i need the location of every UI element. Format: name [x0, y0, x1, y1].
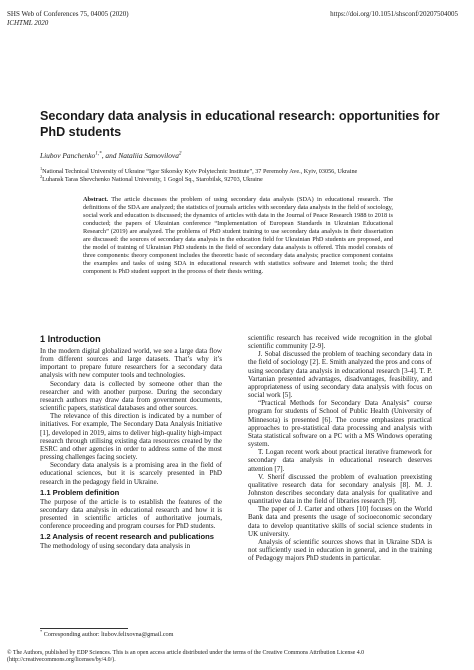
- subsection-heading-problem-definition: 1.1 Problem definition: [40, 487, 120, 497]
- affiliation-mark: 1: [40, 165, 43, 171]
- section-heading-introduction: 1 Introduction: [40, 334, 101, 344]
- affiliation: [40, 165, 460, 176]
- paragraph: Analysis of scientific sources shows that in Ukraine SDA is not sufficiently used in education in general, and in the training of Pedagogy majors PhD students in particular.: [248, 537, 432, 563]
- footnote-text: Corresponding author: liubov.felixovna@gmail.com: [43, 631, 174, 638]
- paragraph: The purpose of the article is to establish the features of the secondary data analysis in educational research and how it is presented in scientific articles of authoritative journals, conference proceeding and program courses for PhD students.: [40, 497, 222, 531]
- abstract-text: The article discusses the problem of using secondary data analysis (SDA) in educational research. The definitions of the SDA are analyzed; the statistics of journals articles with secondary data analysis in the field of sociology, social work and education is discussed; the dynamics of articles with data in the Journal of Peace Research 1988 to 2018 is conducted; the papers of Ukrainian conference “Implementation of European Standards in Ukrainian Educational Research” (2019) are analyzed. The problems of PhD student training to use secondary data analysis in their dissertation are discussed: the sources of secondary data analysis in the education field for Ukrainian PhD students are proposed, and the model of training of Ukrainian PhD students in the field of secondary data analysis is offered. This model consists of three components: theory component includes the theoretic basic of secondary data analysis; practice component contains the examples and tasks of using SDA in educational research with statistics software and Internet tools; the third component is PhD student support in the process of their thesis writing.: [83, 196, 393, 276]
- author-separator: , and: [101, 151, 119, 160]
- license-notice: [7, 650, 459, 665]
- paragraph: Secondary data analysis is a promising area in the field of educational sciences, but it is scarcely presented in PhD research in the pedagogy field in Ukraine.: [40, 461, 222, 486]
- running-header: [7, 10, 129, 28]
- author-list: [40, 151, 181, 160]
- paragraph: scientific research has received wide recognition in the global scientific community [2-9].: [248, 334, 432, 351]
- author-name: Nataliia Samovilova: [118, 151, 179, 160]
- subsection-heading-recent-research: 1.2 Analysis of recent research and publications: [40, 532, 215, 542]
- affiliation: [40, 173, 460, 184]
- right-column: [248, 334, 432, 562]
- paragraph: T. Logan recent work about practical iterative framework for secondary data analysis in educational research deserves attention [7].: [248, 448, 432, 473]
- paragraph: “Practical Methods for Secondary Data Analysis” course program for students of School of Public Health (University of Minnesota) is presented [6]. The course emphasizes practical approaches to pre-statistical data processing and analysis with Stata statistical software on a PC with a MS Windows operating system.: [248, 399, 432, 449]
- abstract-label: Abstract.: [83, 196, 109, 203]
- footnote: [40, 628, 174, 638]
- paragraph: Secondary data is collected by someone other than the researcher and with another purpose. During the secondary research authors may draw data from government documents, scientific papers, statistical databases and other sources.: [40, 379, 222, 413]
- left-column: [40, 334, 222, 550]
- paper-title: Secondary data analysis in educational research: opportunities for PhD students: [40, 109, 440, 139]
- paragraph: The paper of J. Carter and others [10] focuses on the World Bank data and presents the usage of socioeconomic secondary data to develop quantitative skills of social science students in UK university.: [248, 505, 432, 538]
- paragraph: The methodology of using secondary data analysis in: [40, 542, 191, 551]
- license-text: © The Authors, published by EDP Sciences. This is an open access article distributed under the terms of the Creative Commons Attribution License 4.0: [7, 650, 365, 656]
- footnote-divider: [40, 628, 128, 629]
- paragraph: The relevance of this direction is indicated by a number of initiatives. For example, The Secondary Data Analysis Initiative [1], developed in 2019, aims to deliver high-quality high-impact research through utilising existing data resources created by the ESRC and other agencies in order to address some of the most pressing challenges facing society.: [40, 412, 222, 462]
- author-affiliation-mark: 1,*: [95, 150, 102, 157]
- conference-name: ICHTML 2020: [7, 19, 49, 27]
- paragraph: V. Sherif discussed the problem of evaluation preexisting qualitative research data for secondary analysis [8]. M. J. Johnston describes secondary data analysis for qualitative and quantitative data in the field of libraries research [9].: [248, 472, 432, 506]
- paragraph: J. Sobal discussed the problem of teaching secondary data in the field of sociology [2]. E. Smith analyzed the pros and cons of using secondary data analysis in educational research [3-4]. T. P. Vartanian presented advantages, disadvantages, feasibility, and appropriateness of using secondary data analysis with focus on social work [5].: [248, 350, 432, 400]
- license-link[interactable]: (http://creativecommons.org/licenses/by/4.0/).: [7, 657, 116, 664]
- paragraph: In the modern digital globalized world, we see a large data flow from different sources and large datasets. That’s why it’s important to prepare future researchers for a secondary data analysis with new computer tools and technologies.: [40, 347, 222, 380]
- affiliation-text: Luhansk Taras Shevchenko National University, 1 Gogol Sq., Starobilsk, 92703, Ukraine: [42, 176, 263, 183]
- conference-citation: SHS Web of Conferences 75, 04005 (2020): [7, 10, 129, 18]
- author-affiliation-mark: 2: [178, 150, 182, 157]
- abstract: [83, 196, 393, 276]
- author-name: Liubov Panchenko: [40, 151, 96, 160]
- affiliation-text: National Technical University of Ukraine “Igor Sikorsky Kyiv Polytechnic Institute”, 37 Peremohy Ave., Kyiv, 03056, Ukraine: [42, 168, 358, 175]
- doi-link[interactable]: https://doi.org/10.1051/shsconf/20207504005: [330, 10, 458, 18]
- affiliation-mark: 2: [40, 173, 43, 179]
- footnote-mark: *: [40, 628, 43, 634]
- affiliation-list: [40, 165, 460, 184]
